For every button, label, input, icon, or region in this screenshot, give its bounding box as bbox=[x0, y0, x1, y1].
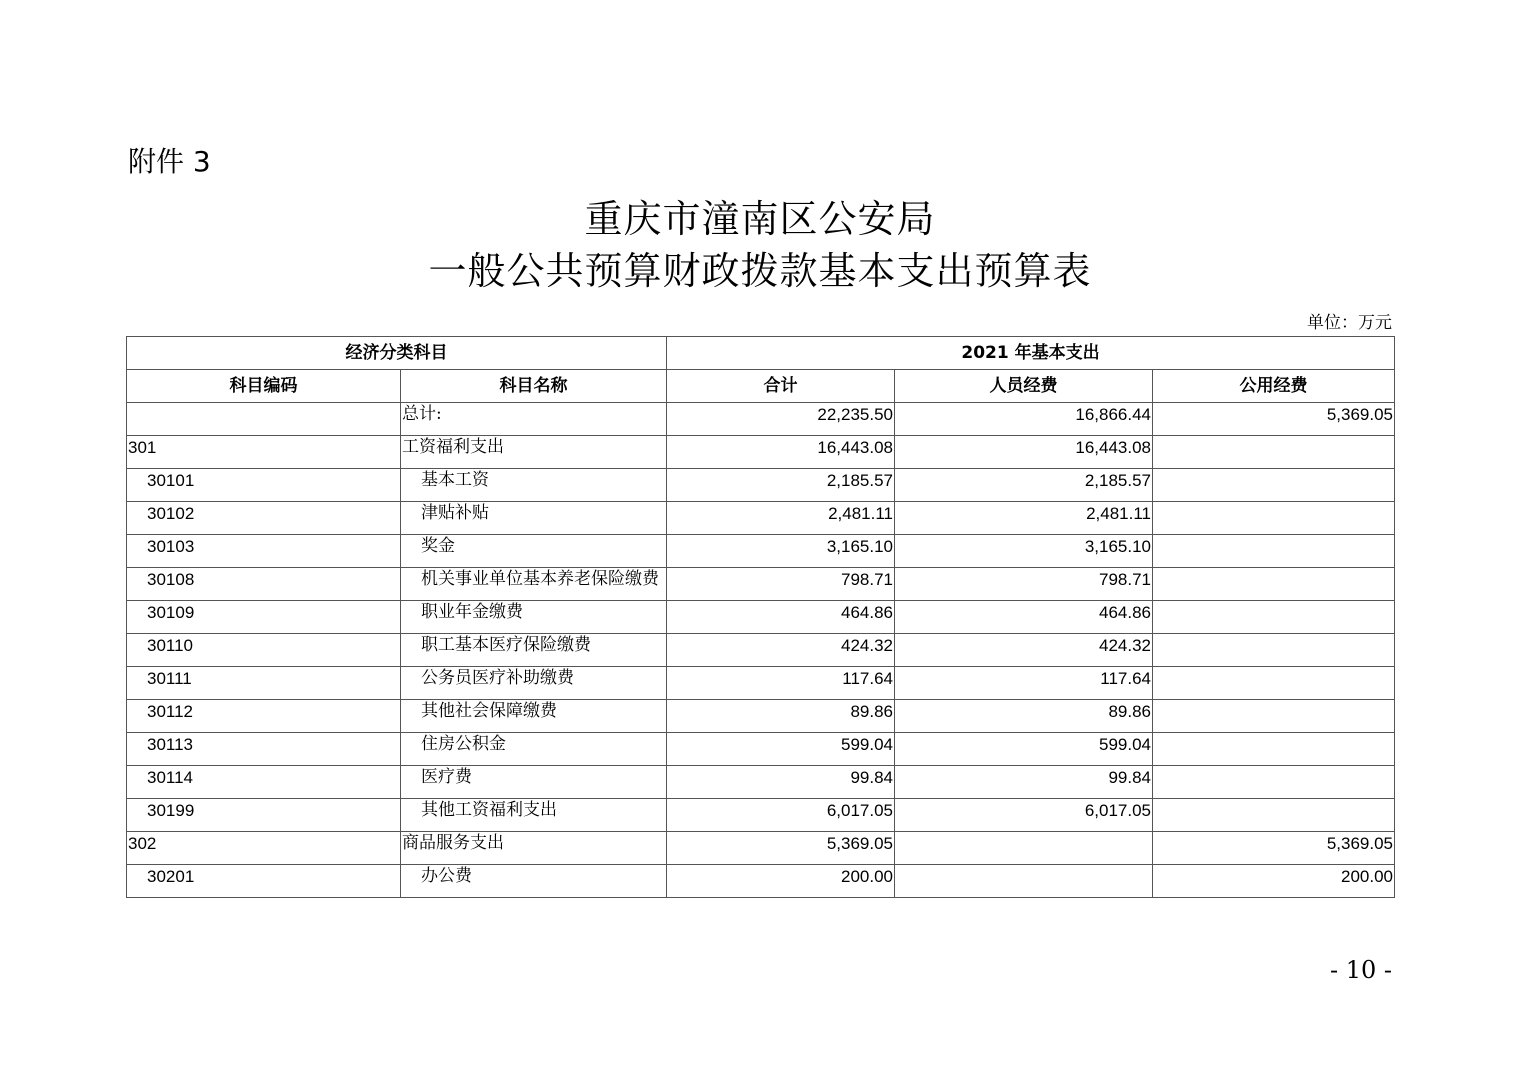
cell-code: 30103 bbox=[127, 535, 401, 568]
cell-total: 3,165.10 bbox=[667, 535, 895, 568]
group-header-economic-class: 经济分类科目 bbox=[127, 337, 667, 370]
cell-name: 津贴补贴 bbox=[401, 502, 667, 535]
cell-name: 公务员医疗补助缴费 bbox=[401, 667, 667, 700]
table-row bbox=[127, 436, 1395, 469]
column-header-code: 科目编码 bbox=[127, 370, 401, 403]
cell-public bbox=[1153, 799, 1395, 832]
cell-total: 424.32 bbox=[667, 634, 895, 667]
cell-code: 30101 bbox=[127, 469, 401, 502]
cell-public: 200.00 bbox=[1153, 865, 1395, 898]
cell-public bbox=[1153, 469, 1395, 502]
cell-public bbox=[1153, 568, 1395, 601]
cell-code: 30112 bbox=[127, 700, 401, 733]
table-row bbox=[127, 634, 1395, 667]
cell-public bbox=[1153, 535, 1395, 568]
table-row bbox=[127, 766, 1395, 799]
cell-personnel: 16,443.08 bbox=[895, 436, 1153, 469]
unit-label: 单位：万元 bbox=[1307, 313, 1392, 333]
cell-code: 30114 bbox=[127, 766, 401, 799]
table-body bbox=[127, 403, 1395, 898]
cell-personnel bbox=[895, 832, 1153, 865]
cell-code: 30199 bbox=[127, 799, 401, 832]
cell-code: 302 bbox=[127, 832, 401, 865]
cell-personnel: 16,866.44 bbox=[895, 403, 1153, 436]
cell-public bbox=[1153, 766, 1395, 799]
cell-public: 5,369.05 bbox=[1153, 403, 1395, 436]
cell-personnel bbox=[895, 865, 1153, 898]
table-row bbox=[127, 403, 1395, 436]
document-title-line2: 一般公共预算财政拨款基本支出预算表 bbox=[428, 249, 1092, 293]
table-row bbox=[127, 535, 1395, 568]
cell-personnel: 798.71 bbox=[895, 568, 1153, 601]
cell-total: 5,369.05 bbox=[667, 832, 895, 865]
cell-public bbox=[1153, 667, 1395, 700]
cell-code: 30109 bbox=[127, 601, 401, 634]
cell-code: 30102 bbox=[127, 502, 401, 535]
cell-total: 2,481.11 bbox=[667, 502, 895, 535]
cell-total: 22,235.50 bbox=[667, 403, 895, 436]
cell-code: 30111 bbox=[127, 667, 401, 700]
table-row bbox=[127, 502, 1395, 535]
column-header-total: 合计 bbox=[667, 370, 895, 403]
cell-code: 30108 bbox=[127, 568, 401, 601]
cell-code bbox=[127, 403, 401, 436]
cell-name: 职工基本医疗保险缴费 bbox=[401, 634, 667, 667]
table-row bbox=[127, 700, 1395, 733]
cell-name: 机关事业单位基本养老保险缴费 bbox=[401, 568, 667, 601]
cell-name: 职业年金缴费 bbox=[401, 601, 667, 634]
cell-public: 5,369.05 bbox=[1153, 832, 1395, 865]
cell-personnel: 117.64 bbox=[895, 667, 1153, 700]
cell-public bbox=[1153, 634, 1395, 667]
cell-name: 基本工资 bbox=[401, 469, 667, 502]
cell-personnel: 3,165.10 bbox=[895, 535, 1153, 568]
cell-name: 奖金 bbox=[401, 535, 667, 568]
table-row bbox=[127, 733, 1395, 766]
cell-personnel: 2,185.57 bbox=[895, 469, 1153, 502]
cell-total: 99.84 bbox=[667, 766, 895, 799]
cell-name: 其他社会保障缴费 bbox=[401, 700, 667, 733]
cell-code: 30110 bbox=[127, 634, 401, 667]
table-column-header-row bbox=[127, 370, 1395, 403]
cell-public bbox=[1153, 733, 1395, 766]
table-row bbox=[127, 568, 1395, 601]
cell-total: 16,443.08 bbox=[667, 436, 895, 469]
cell-name: 其他工资福利支出 bbox=[401, 799, 667, 832]
budget-table bbox=[126, 336, 1395, 898]
cell-personnel: 89.86 bbox=[895, 700, 1153, 733]
cell-personnel: 464.86 bbox=[895, 601, 1153, 634]
cell-personnel: 424.32 bbox=[895, 634, 1153, 667]
table-row bbox=[127, 832, 1395, 865]
column-header-personnel: 人员经费 bbox=[895, 370, 1153, 403]
cell-code: 301 bbox=[127, 436, 401, 469]
cell-name: 住房公积金 bbox=[401, 733, 667, 766]
cell-personnel: 99.84 bbox=[895, 766, 1153, 799]
cell-total: 2,185.57 bbox=[667, 469, 895, 502]
group-header-basic-expenditure: 2021 年基本支出 bbox=[667, 337, 1395, 370]
column-header-public: 公用经费 bbox=[1153, 370, 1395, 403]
cell-name: 医疗费 bbox=[401, 766, 667, 799]
cell-name: 办公费 bbox=[401, 865, 667, 898]
cell-public bbox=[1153, 502, 1395, 535]
cell-name: 工资福利支出 bbox=[401, 436, 667, 469]
cell-total: 117.64 bbox=[667, 667, 895, 700]
table-row bbox=[127, 799, 1395, 832]
cell-total: 599.04 bbox=[667, 733, 895, 766]
table-row bbox=[127, 601, 1395, 634]
table-row bbox=[127, 667, 1395, 700]
cell-code: 30113 bbox=[127, 733, 401, 766]
cell-public bbox=[1153, 700, 1395, 733]
cell-personnel: 599.04 bbox=[895, 733, 1153, 766]
cell-name: 总计: bbox=[401, 403, 667, 436]
cell-total: 798.71 bbox=[667, 568, 895, 601]
document-title-line1: 重庆市潼南区公安局 bbox=[584, 197, 936, 241]
cell-public bbox=[1153, 436, 1395, 469]
cell-total: 200.00 bbox=[667, 865, 895, 898]
table-row bbox=[127, 865, 1395, 898]
column-header-name: 科目名称 bbox=[401, 370, 667, 403]
page-number: - 10 - bbox=[1329, 956, 1392, 984]
cell-code: 30201 bbox=[127, 865, 401, 898]
table-group-header-row bbox=[127, 337, 1395, 370]
attachment-label: 附件 3 bbox=[128, 145, 211, 178]
cell-total: 464.86 bbox=[667, 601, 895, 634]
cell-total: 89.86 bbox=[667, 700, 895, 733]
cell-public bbox=[1153, 601, 1395, 634]
cell-name: 商品服务支出 bbox=[401, 832, 667, 865]
table-row bbox=[127, 469, 1395, 502]
cell-total: 6,017.05 bbox=[667, 799, 895, 832]
cell-personnel: 2,481.11 bbox=[895, 502, 1153, 535]
cell-personnel: 6,017.05 bbox=[895, 799, 1153, 832]
